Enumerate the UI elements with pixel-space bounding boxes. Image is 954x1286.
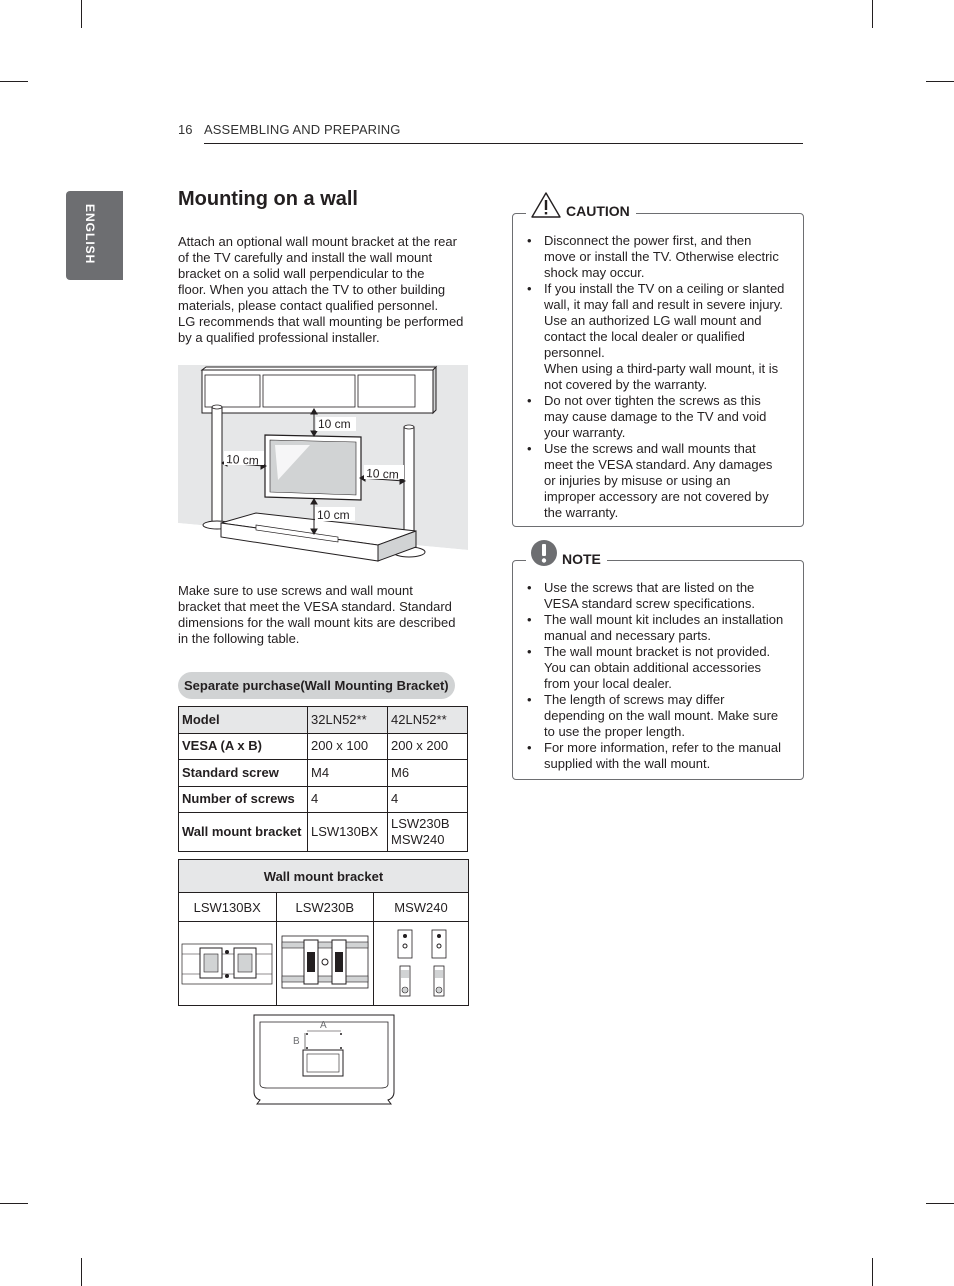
list-item-line: • If you install the TV on a ceiling or slanted — [544, 281, 785, 296]
list-item — [525, 692, 793, 740]
list-item — [525, 580, 793, 612]
page-number: 16 — [178, 122, 193, 137]
vesa-b-label: B — [293, 1036, 300, 1047]
list-item-line: • Do not over tighten the screws as this — [544, 393, 761, 408]
crop-mark — [81, 0, 82, 28]
bracket-image-cell — [276, 922, 374, 1006]
note-title-text: NOTE — [562, 551, 601, 567]
list-item-line: Use an authorized LG wall mount and — [544, 313, 762, 328]
intro-line: bracket on a solid wall perpendicular to the — [178, 266, 425, 281]
spec-value: 32LN52** — [308, 707, 388, 734]
list-item-line: not covered by the warranty. — [544, 377, 708, 392]
clearance-bottom-label: 10 cm — [317, 508, 350, 522]
spec-value: 4 — [388, 786, 468, 813]
page-title: Mounting on a wall — [178, 188, 358, 210]
bracket-msw240-image — [374, 922, 468, 1002]
table-row — [179, 786, 468, 813]
spec-label: Standard screw — [179, 760, 308, 787]
table-row — [179, 893, 469, 922]
vesa-rear-diagram — [251, 1012, 397, 1106]
intro-line: of the TV carefully and install the wall mount — [178, 250, 433, 265]
spec-value: M6 — [388, 760, 468, 787]
bracket-table — [178, 859, 469, 1006]
bracket-lsw230b-image — [278, 922, 372, 1002]
spec-label: Model — [179, 707, 308, 734]
table-row — [179, 707, 468, 734]
spec-value-line: LSW230B — [391, 816, 450, 831]
vesa-paragraph — [178, 583, 473, 647]
spec-label: Wall mount bracket — [179, 813, 308, 852]
list-item-line: shock may occur. — [544, 265, 645, 280]
spec-value: M4 — [308, 760, 388, 787]
note-box — [512, 551, 804, 780]
list-item-line: may cause damage to the TV and void — [544, 409, 767, 424]
note-exclamation-icon — [530, 539, 558, 567]
bracket-model: LSW130BX — [179, 893, 277, 922]
caution-title — [526, 191, 636, 219]
crop-mark — [872, 0, 873, 28]
list-item-line: personnel. — [544, 345, 605, 360]
list-item — [525, 281, 793, 393]
list-item-line: • For more information, refer to the manual — [544, 740, 781, 755]
list-item-line: from your local dealer. — [544, 676, 672, 691]
caution-title-text: CAUTION — [566, 203, 630, 219]
list-item-line: your warranty. — [544, 425, 626, 440]
vesa-line: bracket that meet the VESA standard. Standard — [178, 599, 452, 614]
caution-list — [525, 233, 793, 521]
spec-value — [388, 813, 468, 852]
vesa-line: dimensions for the wall mount kits are described — [178, 615, 456, 630]
vesa-line: Make sure to use screws and wall mount — [178, 583, 413, 598]
spec-label: VESA (A x B) — [179, 733, 308, 760]
list-item-line: • The length of screws may differ — [544, 692, 725, 707]
separate-purchase-label: Separate purchase(Wall Mounting Bracket) — [178, 672, 455, 699]
intro-line: by a qualified professional installer. — [178, 330, 380, 345]
spec-value: 42LN52** — [388, 707, 468, 734]
table-row — [179, 813, 468, 852]
crop-mark — [926, 81, 954, 82]
list-item — [525, 612, 793, 644]
list-item-line: • Use the screws and wall mounts that — [544, 441, 756, 456]
list-item-line: VESA standard screw specifications. — [544, 596, 755, 611]
intro-line: Attach an optional wall mount bracket at the rear — [178, 234, 457, 249]
crop-mark — [926, 1203, 954, 1204]
list-item — [525, 644, 793, 692]
list-item-line: depending on the wall mount. Make sure — [544, 708, 779, 723]
list-item-line: wall, it may fall and result in severe injury. — [544, 297, 783, 312]
list-item-line: move or install the TV. Otherwise electric — [544, 249, 779, 264]
list-item-line: When using a third-party wall mount, it is — [544, 361, 779, 376]
bracket-model: LSW230B — [276, 893, 374, 922]
list-item — [525, 393, 793, 441]
list-item — [525, 740, 793, 772]
language-tab-label: ENGLISH — [83, 204, 97, 265]
crop-mark — [0, 1203, 28, 1204]
list-item-line: to use the proper length. — [544, 724, 685, 739]
list-item-line: improper accessory are not covered by — [544, 489, 769, 504]
table-row — [179, 733, 468, 760]
list-item-line: meet the VESA standard. Any damages — [544, 457, 773, 472]
spec-value: LSW130BX — [308, 813, 388, 852]
clearance-left-label: 10 cm — [225, 452, 260, 468]
list-item-line: • Disconnect the power first, and then — [544, 233, 752, 248]
list-item — [525, 441, 793, 521]
vesa-a-label: A — [320, 1020, 327, 1031]
header-rule — [204, 143, 803, 144]
bracket-image-cell — [179, 922, 277, 1006]
spec-value: 4 — [308, 786, 388, 813]
spec-value: 200 x 100 — [308, 733, 388, 760]
clearance-illustration — [178, 365, 470, 565]
note-title — [526, 539, 607, 567]
bracket-model: MSW240 — [374, 893, 469, 922]
warning-icon — [530, 191, 562, 219]
list-item — [525, 233, 793, 281]
crop-mark — [0, 81, 28, 82]
spec-table — [178, 706, 468, 852]
intro-paragraph — [178, 234, 473, 346]
bracket-image-cell — [374, 922, 469, 1006]
list-item-line: contact the local dealer or qualified — [544, 329, 745, 344]
clearance-top-label: 10 cm — [318, 417, 351, 431]
crop-mark — [872, 1258, 873, 1286]
list-item-line: • Use the screws that are listed on the — [544, 580, 755, 595]
table-row — [179, 860, 469, 893]
caution-box — [512, 203, 804, 527]
intro-line: floor. When you attach the TV to other building — [178, 282, 446, 297]
crop-mark — [81, 1258, 82, 1286]
list-item-line: manual and necessary parts. — [544, 628, 711, 643]
table-row — [179, 922, 469, 1006]
list-item-line: You can obtain additional accessories — [544, 660, 762, 675]
list-item-line: or injuries by misuse or using an — [544, 473, 731, 488]
spec-value-line: MSW240 — [391, 832, 445, 847]
list-item-line: • The wall mount bracket is not provided. — [544, 644, 771, 659]
table-row — [179, 760, 468, 787]
bracket-table-header: Wall mount bracket — [179, 860, 469, 893]
note-list — [525, 580, 793, 772]
list-item-line: the warranty. — [544, 505, 619, 520]
list-item-line: • The wall mount kit includes an installation — [544, 612, 784, 627]
spec-value: 200 x 200 — [388, 733, 468, 760]
language-tab — [66, 191, 123, 280]
vesa-line: in the following table. — [178, 631, 300, 646]
intro-line: LG recommends that wall mounting be performed — [178, 314, 464, 329]
clearance-right-label: 10 cm — [365, 466, 400, 482]
intro-line: materials, please contact qualified personnel. — [178, 298, 439, 313]
section-title: ASSEMBLING AND PREPARING — [204, 122, 401, 137]
list-item-line: supplied with the wall mount. — [544, 756, 711, 771]
bracket-lsw130bx-image — [180, 922, 274, 1002]
spec-label: Number of screws — [179, 786, 308, 813]
